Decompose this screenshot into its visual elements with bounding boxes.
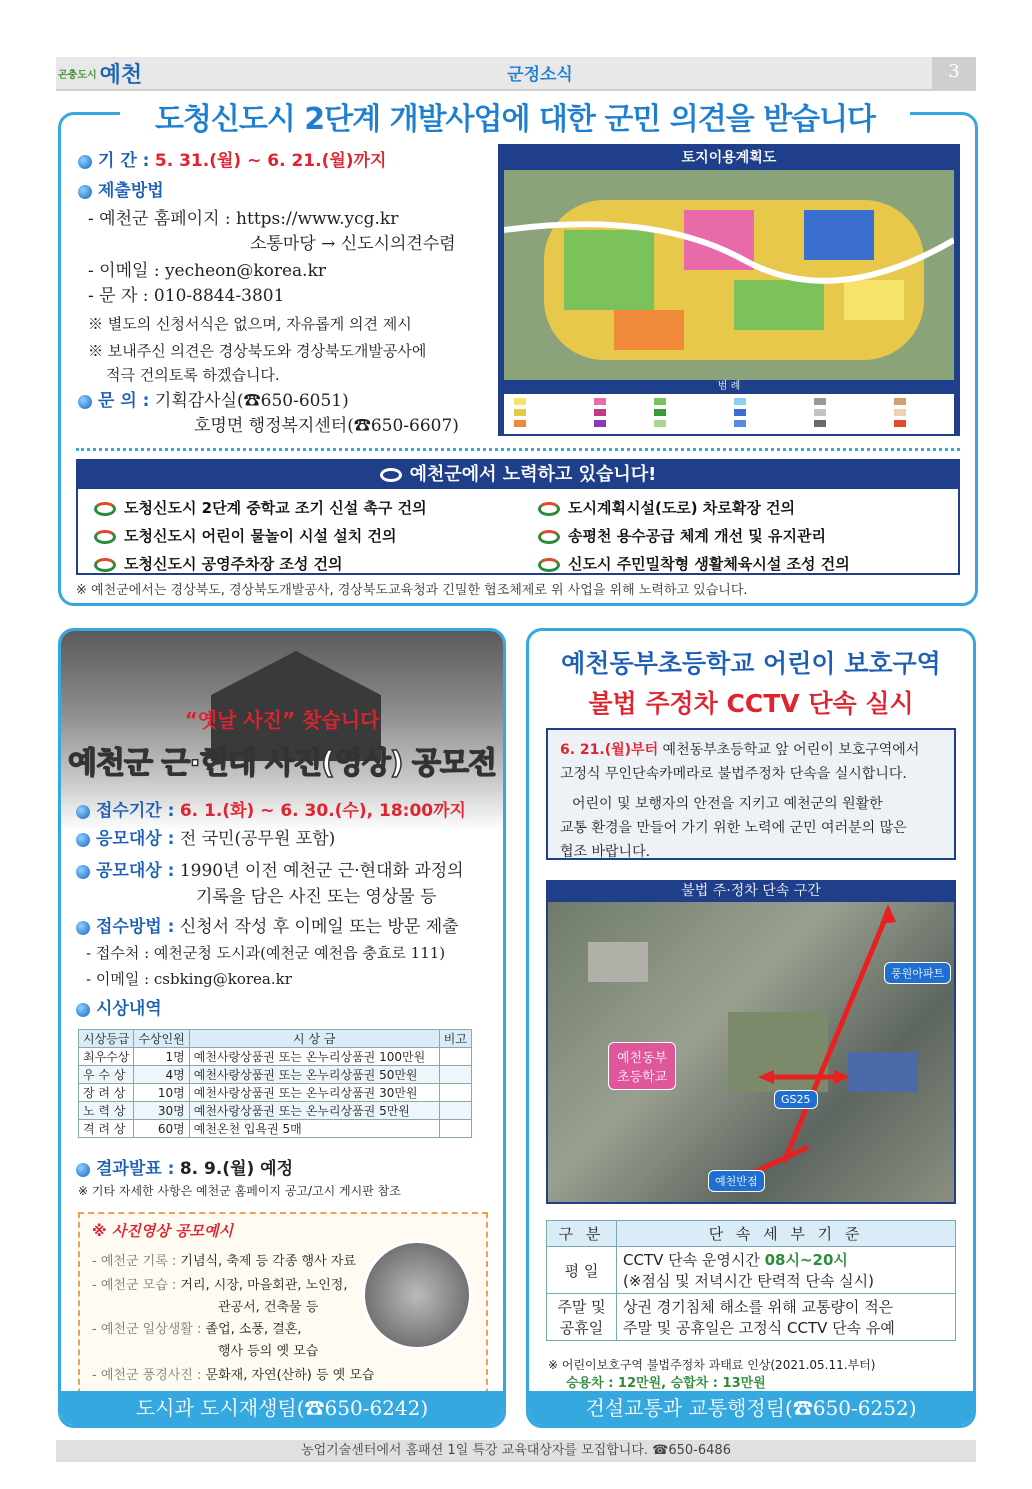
note-forward2: 적극 건의토록 하겠습니다. (106, 366, 280, 384)
effort-item: 송평천 용수공급 체계 개선 및 유지관리 (538, 525, 826, 546)
result-note: ※ 기타 자세한 사항은 예천군 홈페이지 공고/고시 게시판 참조 (78, 1184, 401, 1198)
contest-subtitle: “옛날 사진” 찾습니다 (184, 708, 380, 732)
prize-heading: 시상내역 (76, 996, 162, 1022)
method-email: - 이메일 : yecheon@korea.kr (88, 261, 327, 281)
bullet-icon (78, 155, 92, 169)
fine-note: ※ 어린이보호구역 불법주정차 과태료 인상(2021.05.11.부터) (548, 1358, 876, 1372)
bottom-banner: 농업기술센터에서 홈패션 1일 특강 교육대상자를 모집합니다. ☎650-6486 (56, 1440, 976, 1462)
bullet-icon (76, 921, 90, 935)
effort-item: 도청신도시 공영주차장 조성 건의 (94, 553, 343, 574)
tag-apartment: 풍원아파트 (884, 962, 951, 984)
bullet-icon (76, 805, 90, 819)
example-look: - 예천군 모습 : 거리, 시장, 마을회관, 노인정, (92, 1278, 348, 1293)
effort-box (76, 459, 960, 575)
example-look2: 관공서, 건축물 등 (218, 1300, 319, 1315)
contest-period: 접수기간 : 6. 1.(화) ~ 6. 30.(수), 18:00까지 (76, 798, 466, 824)
method-sms: - 문 자 : 010-8844-3801 (88, 286, 285, 306)
land-use-map (498, 144, 960, 436)
logo-small: 곤충도시 (58, 69, 97, 81)
examples-title: ※ 사진영상 공모예시 (92, 1222, 233, 1240)
bullet-icon (78, 395, 92, 409)
note-forward: ※ 보내주신 의견은 경상북도와 경상북도개발공사에 (88, 342, 427, 360)
effort-item: 도청신도시 어린이 물놀이 시설 설치 건의 (94, 525, 396, 546)
contest-email: - 이메일 : csbking@korea.kr (86, 970, 292, 988)
period-row: 기 간 : 5. 31.(월) ~ 6. 21.(월)까지 (78, 148, 386, 174)
tag-gs25: GS25 (774, 1090, 818, 1109)
bullet-icon (76, 865, 90, 879)
county-emblem-icon (538, 530, 560, 544)
inquiry-2: 호명면 행정복지센터(☎650-6607) (194, 416, 459, 436)
effort-item: 도청신도시 2단계 중학교 조기 신설 촉구 건의 (94, 497, 427, 518)
contest-target: 응모대상 : 전 국민(공무원 포함) (76, 826, 335, 852)
effort-item: 도시계획시설(도로) 차로확장 건의 (538, 497, 795, 518)
land-use-map-image (504, 170, 954, 380)
method-heading: 제출방법 (78, 178, 164, 204)
example-record: - 예천군 기록 : 기념식, 축제 등 각종 행사 자료 (92, 1254, 356, 1269)
enforcement-map-title: 불법 주·정차 단속 구간 (681, 883, 821, 899)
county-emblem-icon (538, 502, 560, 516)
contest-subject: 공모대상 : 1990년 이전 예천군 근·현대화 과정의 (76, 858, 464, 884)
map-legend (504, 394, 954, 434)
example-scenery: - 예천군 풍경사진 : 문화재, 자연(산하) 등 옛 모습 (92, 1368, 375, 1383)
effort-title: 예천군에서 노력하고 있습니다! (78, 461, 958, 489)
divider (76, 448, 960, 451)
logo-main: 예천 (99, 61, 143, 88)
bullet-icon (76, 1003, 90, 1017)
method-home-path: 소통마당 → 신도시의견수렴 (250, 234, 456, 254)
old-bridge-photo (362, 1240, 472, 1350)
contest-place: - 접수처 : 예천군청 도시과(예천군 예천읍 충효로 111) (86, 944, 446, 962)
aerial-photo (548, 902, 954, 1202)
county-emblem-icon (538, 558, 560, 572)
result-row: 결과발표 : 8. 9.(월) 예정 (76, 1156, 293, 1182)
tag-school: 예천동부 초등학교 (608, 1042, 676, 1090)
county-emblem-icon (380, 468, 402, 482)
cctv-title: 예천동부초등학교 어린이 보호구역 불법 주정차 CCTV 단속 실시 (561, 649, 941, 718)
bullet-icon (76, 1163, 90, 1177)
county-emblem-icon (94, 530, 116, 544)
county-emblem-icon (94, 502, 116, 516)
section-title: 군정소식 (507, 65, 573, 85)
prize-table: 시상등급 수상인원 시 상 금 비고 최우수상 1명 예천사랑상품권 또는 온누리상품권 100만원 우 수 상 4명 예천사랑상품권 또는 온누리상품권 50만원 장 려 상 10명 예천사랑상품권 또는 온누리상품권 30만원 노 력 상 30명 예천사랑상품권 또는 온누리상품권 5만원 격 려 상 60명 예천온천 입욕권 5매 (78, 1029, 472, 1138)
method-home: - 예천군 홈페이지 : https://www.ycg.kr (88, 209, 399, 229)
cctv-footer: 건설교통과 교통행정팀(☎650-6252) (529, 1391, 973, 1425)
page-number: 3 (948, 61, 960, 82)
fine-amount: 승용차 : 12만원, 승합차 : 13만원 (566, 1376, 766, 1391)
example-daily: - 예천군 일상생활 : 졸업, 소풍, 결혼, (92, 1322, 302, 1337)
effort-item: 신도시 주민밀착형 생활체육시설 조성 건의 (538, 553, 850, 574)
cctv-notice: 6. 21.(월)부터 예천동부초등학교 앞 어린이 보호구역에서 고정식 무인단속카메라로 불법주정차 단속을 실시합니다. 어린이 및 보행자의 안전을 지키고 예천군의 원활한 교통 환경을 만들어 가기 위한 노력에 군민 여러분의 많은 협조 바랍니다. (546, 728, 956, 860)
inquiry-row: 문 의 : 기획감사실(☎650-6051) (78, 388, 349, 414)
contest-how: 접수방법 : 신청서 작성 후 이메일 또는 방문 제출 (76, 914, 459, 940)
opinion-title: 도청신도시 2단계 개발사업에 대한 군민 의견을 받습니다 (120, 94, 910, 138)
contest-footer: 도시과 도시재생팀(☎650-6242) (61, 1391, 503, 1425)
rule-table: 구 분 단 속 세 부 기 준 평 일 CCTV 단속 운영시간 08시~20시 (※점심 및 저녁시간 탄력적 단속 실시) 주말 및 공휴일 상권 경기침체 해소를 위해 교통량이 적은 주말 및 공휴일은 고정식 CCTV 단속 유예 (546, 1220, 956, 1341)
contest-subject2: 기록을 담은 사진 또는 영상물 등 (196, 887, 437, 907)
example-daily2: 행사 등의 옛 모습 (218, 1344, 319, 1359)
effort-note: ※ 예천군에서는 경상북도, 경상북도개발공사, 경상북도교육청과 긴밀한 협조체제로 위 사업을 위해 노력하고 있습니다. (76, 583, 748, 598)
tag-restaurant: 예천반점 (708, 1170, 765, 1192)
enforcement-map (546, 880, 956, 1204)
land-use-map-title: 토지이용계획도 (500, 146, 958, 170)
contest-title: 예천군 근·현대 사진(영상) 공모전 (68, 746, 496, 781)
map-legend-title: 범 례 (504, 380, 954, 394)
bullet-icon (78, 185, 92, 199)
bullet-icon (76, 833, 90, 847)
county-logo (58, 58, 178, 88)
note-form: ※ 별도의 신청서식은 없으며, 자유롭게 의견 제시 (88, 315, 412, 333)
county-emblem-icon (94, 558, 116, 572)
